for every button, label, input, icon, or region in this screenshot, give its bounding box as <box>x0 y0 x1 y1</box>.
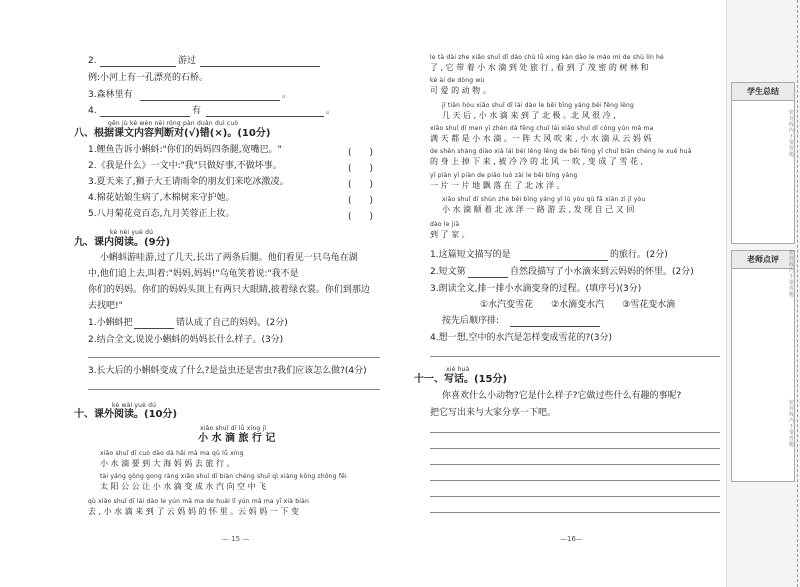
q8-answer-4[interactable]: ( ) <box>348 196 374 206</box>
story-cont-3: 几 天 后 , 小 水 滴 来 到 了 北 极 。北 风 很 冷 , <box>442 111 616 120</box>
q8-answer-3[interactable]: ( ) <box>348 180 374 190</box>
q10-sub-q1-end: 的旅行。(2分) <box>610 250 668 260</box>
q9-q1: 1.小蝌蚪把 <box>88 318 133 328</box>
story-cont-7-pinyin: xiǎo shuǐ dī shùn zhe běi bīng yáng yī lù yóu qù fā xiàn zì jǐ yòu <box>442 196 646 203</box>
q11-title: 十一、写话。(15分) <box>414 374 508 385</box>
q11-pinyin: xiě huà <box>446 366 470 373</box>
q10-sub-q1: 1.这篇短文描写的是 <box>430 250 511 260</box>
q7-item2-blank1[interactable] <box>100 66 176 67</box>
student-summary-label: 学生总结 <box>732 83 794 101</box>
q9-passage-1: 小蝌蚪游哇游,过了几天,长出了两条后腿。他们看见一只乌龟在湖 <box>100 253 358 263</box>
q11-prompt-2: 把它写出来与大家分享一下吧。 <box>430 408 557 418</box>
story-cont-5-pinyin: de shēn shàng diào xià lái bèi lěng lěng de běi fēng yī chuī biàn chéng le xuě huā <box>430 148 692 155</box>
q10-sub-q2: 2.短文第 <box>430 267 466 277</box>
seal-text-2: 密封线内不要答题 <box>789 250 795 298</box>
q8-answer-1[interactable]: ( ) <box>348 148 374 158</box>
q9-q2: 2.结合全文,说说小蝌蚪的妈妈长什么样子。(3分) <box>88 335 284 345</box>
q9-q3: 3.长大后的小蝌蚪变成了什么?是益虫还是害虫?我们应该怎么做?(4分) <box>88 366 367 376</box>
q10-pinyin: kè wài yuè dú <box>112 402 157 409</box>
writing-line-4[interactable] <box>430 480 720 481</box>
seal-text-1: 密封线内不要答题 <box>789 110 795 158</box>
q7-example: 例:小河上有一孔漂亮的石桥。 <box>88 73 209 83</box>
q7-item4-mid: 有 <box>192 106 202 116</box>
student-summary-box[interactable] <box>731 82 795 244</box>
story-line-2-pinyin: tài yáng gōng gong ràng xiǎo shuǐ dī biàn chéng shuǐ qì xiàng kōng zhōng fēi <box>100 473 347 480</box>
left-page <box>0 0 398 587</box>
q8-title: 八、根据课文内容判断对(√)错(×)。(10分) <box>74 128 271 139</box>
page-number-left: — 15 — <box>222 535 250 543</box>
writing-line-5[interactable] <box>430 496 720 497</box>
story-line-3: 去 , 小 水 滴 来 到 了 云 妈 妈 的 怀 里 。云 妈 妈 一 下 变 <box>88 507 299 516</box>
q9-title: 九、课内阅读。(9分) <box>74 237 171 248</box>
story-title: 小 水 滴 旅 行 记 <box>198 433 276 444</box>
story-cont-6: 一 片 一 片 地 飘 落 在 了 北 冰 洋 。 <box>430 181 565 190</box>
story-cont-7: 小 水 滴 顺 着 北 冰 洋 一 路 游 去 , 发 现 自 己 又 回 <box>442 205 635 214</box>
page-number-right: —16— <box>560 535 583 543</box>
writing-line-6[interactable] <box>430 512 720 513</box>
q7-item2-mid: 游过 <box>178 56 197 66</box>
q10-sub-q1-blank[interactable] <box>520 260 608 261</box>
story-cont-8: 到 了 家 。 <box>430 230 470 239</box>
q10-sub-q3-options: ①水汽变雪花 ②水滴变水汽 ③雪花变水滴 <box>480 300 676 310</box>
q7-item4-label: 4. <box>88 106 97 116</box>
q7-item3-end: 。 <box>282 90 292 100</box>
q8-answer-5[interactable]: ( ) <box>348 212 374 222</box>
teacher-comment-box[interactable] <box>731 250 795 482</box>
q7-item4-blank2[interactable] <box>206 116 324 117</box>
q8-item-1: 1.鲤鱼告诉小蝌蚪:"你们的妈妈四条腿,宽嘴巴。" <box>88 145 282 155</box>
q9-pinyin: kè nèi yuè dú <box>110 229 154 236</box>
q10-sub-q3-blank[interactable] <box>510 326 600 327</box>
q7-item4-blank1[interactable] <box>100 116 190 117</box>
q10-sub-q2-end: 自然段描写了小水滴来到云妈妈的怀里。(2分) <box>510 267 694 277</box>
story-title-pinyin: xiǎo shuǐ dī lǚ xíng jì <box>200 425 267 432</box>
story-cont-4: 满 天 都 是 小 水 滴 。一 阵 大 风 吹 来 , 小 水 滴 从 云 妈 妈 <box>430 134 652 143</box>
story-cont-2: 可 爱 的 动 物 。 <box>430 86 491 95</box>
right-page <box>400 0 725 587</box>
q10-sub-q4: 4.想一想,空中的水汽是怎样变成雪花的?(3分) <box>430 333 612 343</box>
q9-passage-2: 中,他们追上去,叫着:"妈妈,妈妈!"乌龟笑着说:"我不是 <box>88 269 299 279</box>
story-cont-6-pinyin: yī piàn yī piàn de piāo luò zài le běi bīng yáng <box>430 172 578 179</box>
story-line-2: 太 阳 公 公 让 小 水 滴 变 成 水 汽 向 空 中 飞 <box>100 482 267 491</box>
q9-q1-blank[interactable] <box>134 328 174 329</box>
story-cont-3-pinyin: jǐ tiān hòu xiǎo shuǐ dī lái dào le běi bīng yáng běi fēng lěng <box>442 102 635 109</box>
q10-sub-q4-answer-line[interactable] <box>430 356 720 357</box>
q8-item-3: 3.夏天来了,狮子大王请雨伞的朋友们来吃冰激凌。 <box>88 177 289 187</box>
story-cont-8-pinyin: dào le jiā <box>430 221 460 228</box>
seal-line <box>797 0 798 587</box>
q9-q2-answer-line[interactable] <box>88 357 380 358</box>
q7-item2-blank2[interactable] <box>200 66 320 67</box>
q7-item3-label: 3.森林里有 <box>88 90 133 100</box>
binding-gutter <box>726 0 800 587</box>
q10-sub-q2-blank[interactable] <box>468 277 508 278</box>
q11-prompt-1: 你喜欢什么小动物?它是什么样子?它做过些什么有趣的事呢? <box>442 391 682 401</box>
teacher-comment-label: 老师点评 <box>732 251 794 269</box>
q7-item4-end: 。 <box>326 106 336 116</box>
q8-item-4: 4.棉花姑娘生病了,木棉树来守护她。 <box>88 193 235 203</box>
q10-sub-q3-order: 按先后顺序排: <box>442 316 500 326</box>
q10-title: 十、课外阅读。(10分) <box>74 409 178 420</box>
q8-answer-2[interactable]: ( ) <box>348 164 374 174</box>
story-line-1-pinyin: xiǎo shuǐ dī cuò dào dà hǎi mā ma qù lǚ xíng <box>100 450 244 457</box>
q9-passage-4: 去找吧!" <box>88 301 123 311</box>
q7-item3-blank[interactable] <box>140 100 280 101</box>
story-cont-1: 了 , 它 带 着 小 水 滴 到 处 旅 行 , 看 到 了 茂 密 的 树 林 和 <box>430 63 649 72</box>
story-line-3-pinyin: qù xiǎo shuǐ dī lái dào le yún mā ma de huái lǐ yún mā ma yī xià biàn <box>88 498 309 505</box>
seal-text-3: 密封线内不要答题 <box>789 400 795 448</box>
story-cont-5: 的 身 上 掉 下 来 , 被 冷 冷 的 北 风 一 吹 , 变 成 了 雪 花 , <box>430 157 644 166</box>
story-cont-4-pinyin: xiǎo shuǐ dī men yī zhèn dà fēng chuī lái xiǎo shuǐ dī cóng yún mā ma <box>430 125 654 132</box>
writing-line-1[interactable] <box>430 432 720 433</box>
q7-item2-label: 2. <box>88 56 97 66</box>
q8-pinyin: gēn jù kè wén nèi róng pàn duàn duì cuò <box>108 120 239 127</box>
q8-item-2: 2.《我是什么》一文中:"我"只做好事,不做坏事。 <box>88 161 282 171</box>
q9-passage-3: 你们的妈妈。你们的妈妈头顶上有两只大眼睛,披着绿衣裳。你们到那边 <box>88 285 370 295</box>
q8-item-5: 5.八月菊花竞百态,九月芙蓉正上妆。 <box>88 209 235 219</box>
story-cont-2-pinyin: kě ài de dòng wù <box>430 77 485 84</box>
q9-q1-end: 错认成了自己的妈妈。(2分) <box>176 318 288 328</box>
writing-line-3[interactable] <box>430 464 720 465</box>
q10-sub-q3: 3.朗读全文,排一排小水滴变身的过程。(填序号)(3分) <box>430 284 642 294</box>
story-line-1: 小 水 滴 要 到 大 海 妈 妈 去 旅 行 。 <box>100 459 235 468</box>
writing-line-2[interactable] <box>430 448 720 449</box>
q9-q3-answer-line[interactable] <box>88 389 380 390</box>
story-cont-1-pinyin: le tā dài zhe xiǎo shuǐ dī dào chù lǚ xíng kàn dào le mào mì de shù lín hé <box>430 54 664 61</box>
